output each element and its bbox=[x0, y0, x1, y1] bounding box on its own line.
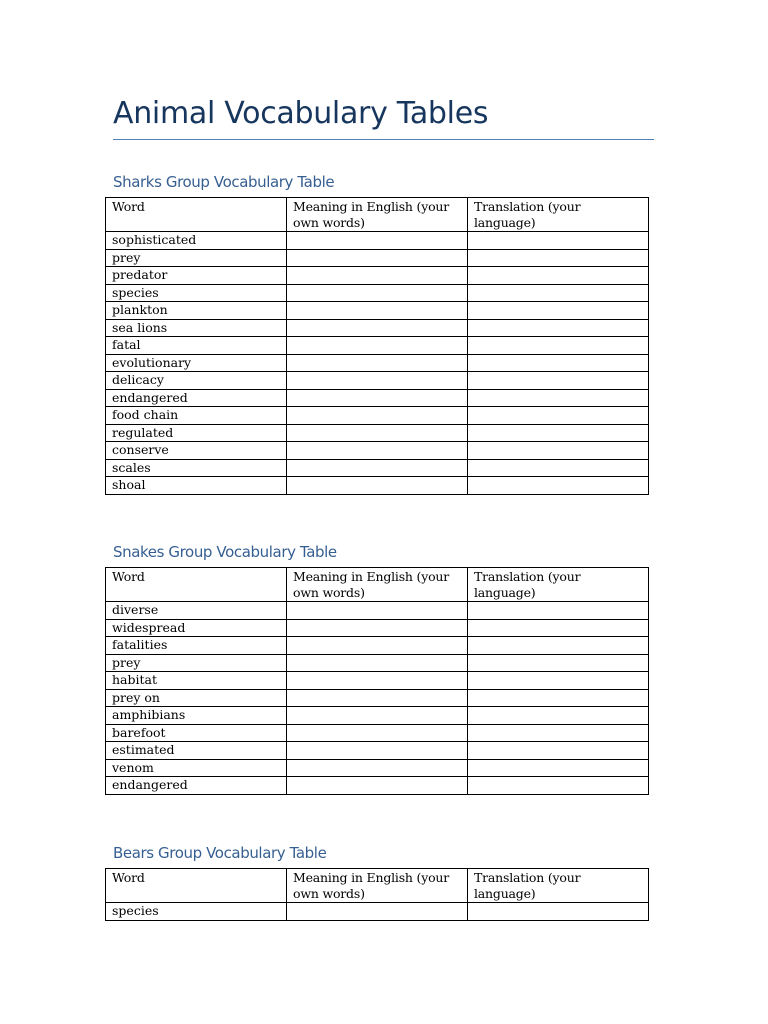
table-row bbox=[106, 232, 649, 250]
translation-cell[interactable] bbox=[468, 424, 649, 442]
translation-cell[interactable] bbox=[468, 477, 649, 495]
meaning-cell[interactable] bbox=[287, 742, 468, 760]
translation-cell[interactable] bbox=[468, 267, 649, 285]
word-cell: delicacy bbox=[106, 372, 287, 390]
snakes-heading: Snakes Group Vocabulary Table bbox=[113, 543, 337, 561]
meaning-cell[interactable] bbox=[287, 619, 468, 637]
snakes-vocab-table bbox=[105, 567, 649, 795]
translation-cell[interactable] bbox=[468, 442, 649, 460]
table-row bbox=[106, 267, 649, 285]
meaning-cell[interactable] bbox=[287, 442, 468, 460]
word-cell: sea lions bbox=[106, 319, 287, 337]
table-row bbox=[106, 672, 649, 690]
meaning-cell[interactable] bbox=[287, 389, 468, 407]
table-row bbox=[106, 459, 649, 477]
meaning-cell[interactable] bbox=[287, 337, 468, 355]
word-cell: plankton bbox=[106, 302, 287, 320]
word-cell: prey on bbox=[106, 689, 287, 707]
word-cell: evolutionary bbox=[106, 354, 287, 372]
translation-cell[interactable] bbox=[468, 742, 649, 760]
column-header-word: Word bbox=[106, 198, 287, 232]
translation-cell[interactable] bbox=[468, 459, 649, 477]
meaning-cell[interactable] bbox=[287, 319, 468, 337]
word-cell: food chain bbox=[106, 407, 287, 425]
word-cell: amphibians bbox=[106, 707, 287, 725]
word-cell: prey bbox=[106, 654, 287, 672]
translation-cell[interactable] bbox=[468, 372, 649, 390]
word-cell: barefoot bbox=[106, 724, 287, 742]
translation-cell[interactable] bbox=[468, 302, 649, 320]
word-cell: prey bbox=[106, 249, 287, 267]
table-row bbox=[106, 742, 649, 760]
translation-cell[interactable] bbox=[468, 777, 649, 795]
column-header-translation: Translation (your language) bbox=[468, 568, 649, 602]
column-header-word: Word bbox=[106, 568, 287, 602]
meaning-cell[interactable] bbox=[287, 354, 468, 372]
table-row bbox=[106, 302, 649, 320]
meaning-cell[interactable] bbox=[287, 654, 468, 672]
table-row bbox=[106, 442, 649, 460]
meaning-cell[interactable] bbox=[287, 637, 468, 655]
meaning-cell[interactable] bbox=[287, 407, 468, 425]
table-header-row bbox=[106, 198, 649, 232]
column-header-translation: Translation (your language) bbox=[468, 198, 649, 232]
meaning-cell[interactable] bbox=[287, 459, 468, 477]
table-row bbox=[106, 337, 649, 355]
meaning-cell[interactable] bbox=[287, 689, 468, 707]
bears-heading: Bears Group Vocabulary Table bbox=[113, 844, 327, 862]
translation-cell[interactable] bbox=[468, 407, 649, 425]
translation-cell[interactable] bbox=[468, 249, 649, 267]
translation-cell[interactable] bbox=[468, 637, 649, 655]
table-row bbox=[106, 602, 649, 620]
word-cell: habitat bbox=[106, 672, 287, 690]
meaning-cell[interactable] bbox=[287, 477, 468, 495]
meaning-cell[interactable] bbox=[287, 302, 468, 320]
word-cell: sophisticated bbox=[106, 232, 287, 250]
translation-cell[interactable] bbox=[468, 689, 649, 707]
table-header-row bbox=[106, 568, 649, 602]
table-row bbox=[106, 319, 649, 337]
table-row bbox=[106, 777, 649, 795]
translation-cell[interactable] bbox=[468, 672, 649, 690]
meaning-cell[interactable] bbox=[287, 267, 468, 285]
bears-vocab-table bbox=[105, 868, 649, 921]
translation-cell[interactable] bbox=[468, 319, 649, 337]
word-cell: fatal bbox=[106, 337, 287, 355]
translation-cell[interactable] bbox=[468, 602, 649, 620]
translation-cell[interactable] bbox=[468, 707, 649, 725]
table-row bbox=[106, 477, 649, 495]
table-row bbox=[106, 389, 649, 407]
table-row bbox=[106, 354, 649, 372]
word-cell: predator bbox=[106, 267, 287, 285]
column-header-meaning: Meaning in English (your own words) bbox=[287, 198, 468, 232]
translation-cell[interactable] bbox=[468, 654, 649, 672]
translation-cell[interactable] bbox=[468, 724, 649, 742]
table-row bbox=[106, 284, 649, 302]
meaning-cell[interactable] bbox=[287, 602, 468, 620]
table-row bbox=[106, 619, 649, 637]
meaning-cell[interactable] bbox=[287, 284, 468, 302]
translation-cell[interactable] bbox=[468, 903, 649, 921]
meaning-cell[interactable] bbox=[287, 249, 468, 267]
table-row bbox=[106, 407, 649, 425]
translation-cell[interactable] bbox=[468, 759, 649, 777]
word-cell: species bbox=[106, 284, 287, 302]
table-row bbox=[106, 689, 649, 707]
meaning-cell[interactable] bbox=[287, 724, 468, 742]
column-header-word: Word bbox=[106, 869, 287, 903]
word-cell: species bbox=[106, 903, 287, 921]
sharks-heading: Sharks Group Vocabulary Table bbox=[113, 173, 335, 191]
word-cell: fatalities bbox=[106, 637, 287, 655]
translation-cell[interactable] bbox=[468, 389, 649, 407]
word-cell: scales bbox=[106, 459, 287, 477]
table-row bbox=[106, 637, 649, 655]
column-header-meaning: Meaning in English (your own words) bbox=[287, 869, 468, 903]
page-title: Animal Vocabulary Tables bbox=[113, 96, 489, 131]
word-cell: diverse bbox=[106, 602, 287, 620]
translation-cell[interactable] bbox=[468, 619, 649, 637]
meaning-cell[interactable] bbox=[287, 707, 468, 725]
word-cell: conserve bbox=[106, 442, 287, 460]
table-row bbox=[106, 424, 649, 442]
translation-cell[interactable] bbox=[468, 354, 649, 372]
translation-cell[interactable] bbox=[468, 337, 649, 355]
translation-cell[interactable] bbox=[468, 284, 649, 302]
word-cell: estimated bbox=[106, 742, 287, 760]
word-cell: shoal bbox=[106, 477, 287, 495]
meaning-cell[interactable] bbox=[287, 903, 468, 921]
word-cell: endangered bbox=[106, 777, 287, 795]
title-rule bbox=[113, 139, 654, 140]
meaning-cell[interactable] bbox=[287, 424, 468, 442]
table-header-row bbox=[106, 869, 649, 903]
meaning-cell[interactable] bbox=[287, 759, 468, 777]
table-row bbox=[106, 249, 649, 267]
meaning-cell[interactable] bbox=[287, 232, 468, 250]
meaning-cell[interactable] bbox=[287, 672, 468, 690]
word-cell: venom bbox=[106, 759, 287, 777]
table-row bbox=[106, 372, 649, 390]
table-row bbox=[106, 759, 649, 777]
word-cell: endangered bbox=[106, 389, 287, 407]
translation-cell[interactable] bbox=[468, 232, 649, 250]
table-row bbox=[106, 724, 649, 742]
word-cell: regulated bbox=[106, 424, 287, 442]
column-header-meaning: Meaning in English (your own words) bbox=[287, 568, 468, 602]
meaning-cell[interactable] bbox=[287, 372, 468, 390]
sharks-vocab-table bbox=[105, 197, 649, 495]
meaning-cell[interactable] bbox=[287, 777, 468, 795]
column-header-translation: Translation (your language) bbox=[468, 869, 649, 903]
table-row bbox=[106, 903, 649, 921]
table-row bbox=[106, 654, 649, 672]
table-row bbox=[106, 707, 649, 725]
word-cell: widespread bbox=[106, 619, 287, 637]
